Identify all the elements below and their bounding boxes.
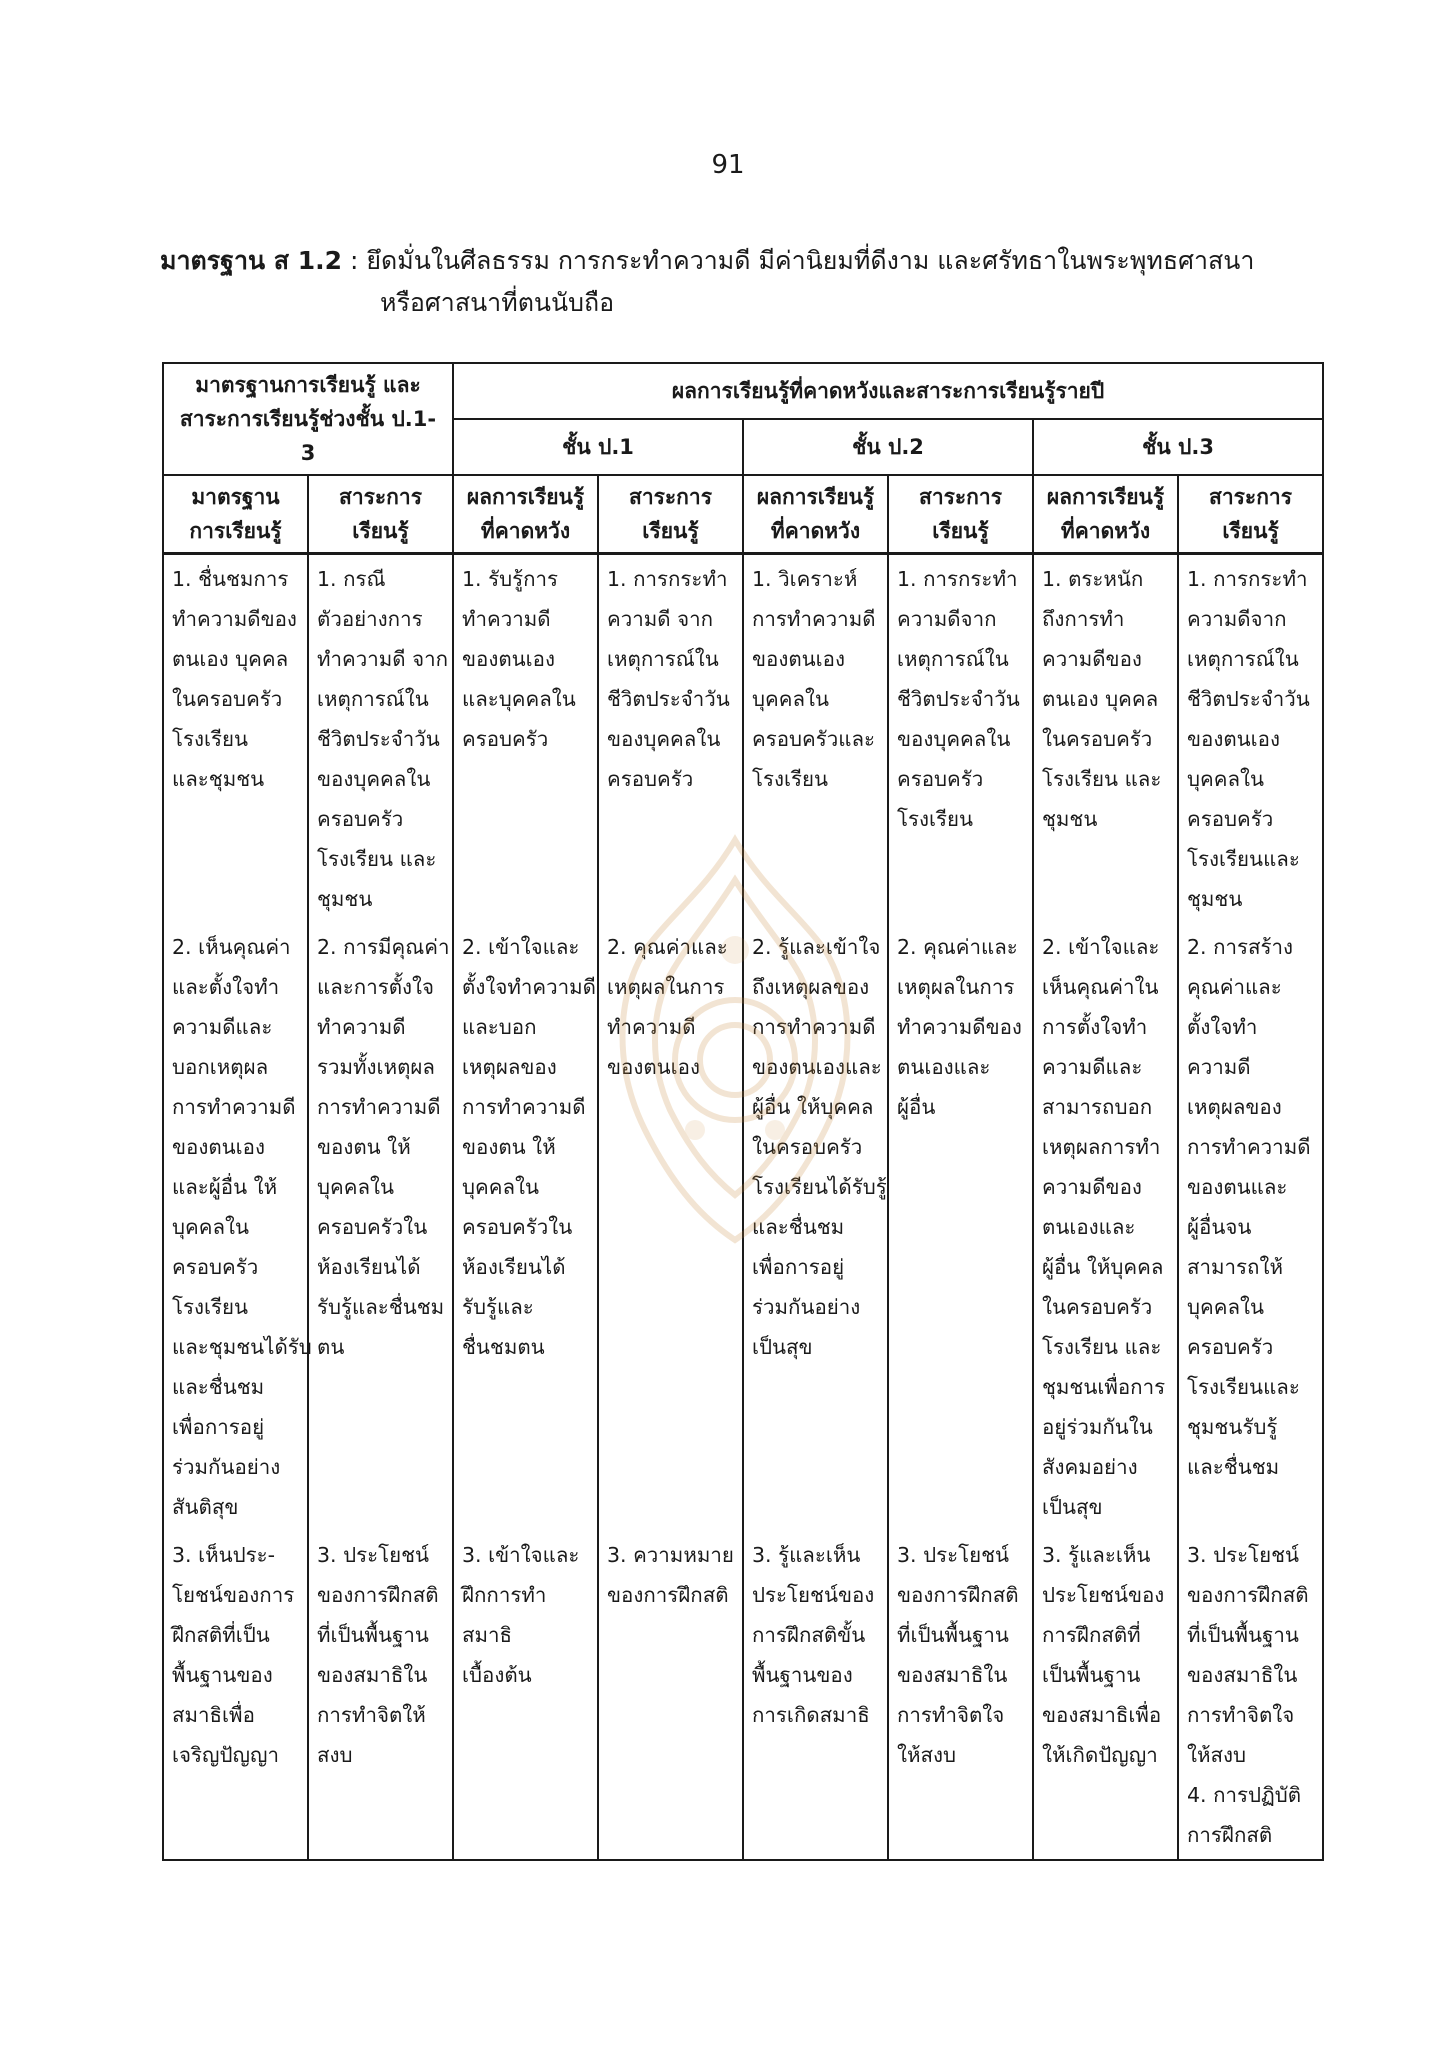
column-header-line: สาระการ bbox=[339, 485, 422, 509]
cell-text-line: ความดีจาก bbox=[897, 607, 997, 631]
cell-text-line: ตน bbox=[317, 1335, 345, 1359]
table-cell bbox=[1033, 1531, 1178, 1860]
cell-text-line: ของการฝึกสติ bbox=[897, 1583, 1019, 1607]
grade-header: ชั้น ป.2 bbox=[743, 419, 1033, 475]
cell-text-line: รับรู้และชื่นชม bbox=[317, 1295, 445, 1319]
cell-text-line: ครอบครัว bbox=[317, 807, 404, 831]
cell-text-line: 3. ประโยชน์ bbox=[897, 1543, 1010, 1567]
cell-text-line: ชุมชนเพื่อการ bbox=[1042, 1375, 1166, 1399]
column-header-line: ผลการเรียนรู้ bbox=[466, 485, 585, 509]
cell-text-line: โรงเรียน และ bbox=[1042, 1335, 1162, 1359]
cell-text-line: 2. การสร้าง bbox=[1187, 935, 1294, 959]
cell-text-line: ตนเอง บุคคล bbox=[1042, 687, 1159, 711]
table-cell bbox=[598, 923, 743, 1531]
table-cell bbox=[598, 1531, 743, 1860]
column-header bbox=[1033, 475, 1178, 554]
cell-text-line: สมาธิเพื่อ bbox=[172, 1703, 255, 1727]
cell-text-line: ห้องเรียนได้ bbox=[462, 1255, 566, 1279]
table-cell bbox=[1178, 923, 1323, 1531]
cell-text-line: เหตุการณ์ใน bbox=[897, 647, 1009, 671]
cell-text-line: คุณค่าและ bbox=[1187, 975, 1282, 999]
page-number: 91 bbox=[711, 150, 745, 180]
cell-text-line: ประโยชน์ของ bbox=[752, 1583, 875, 1607]
cell-text-line: การทำจิตใจ bbox=[1187, 1703, 1295, 1727]
cell-text-line: และบุคคลใน bbox=[462, 687, 576, 711]
cell-text-line: 1. รับรู้การ bbox=[462, 567, 559, 591]
cell-text-line: ตนเองและ bbox=[897, 1055, 991, 1079]
column-header bbox=[888, 475, 1033, 554]
cell-text-line: ให้สงบ bbox=[897, 1743, 957, 1767]
table-cell bbox=[1178, 554, 1323, 924]
cell-text-line: เป็นสุข bbox=[752, 1335, 813, 1359]
cell-text-line: บุคคลใน bbox=[1187, 767, 1265, 791]
cell-text-line: การฝึกสติขั้น bbox=[752, 1623, 866, 1647]
cell-text-line: ของตนเอง bbox=[607, 1055, 700, 1079]
cell-text-line: ความดี จาก bbox=[607, 607, 714, 631]
cell-text-line: ในครอบครัว bbox=[1042, 1295, 1153, 1319]
cell-text-line: ทำความดีของ bbox=[897, 1015, 1022, 1039]
cell-text-line: ชุมชน bbox=[317, 887, 373, 911]
standard-heading bbox=[160, 240, 1330, 324]
cell-text-line: บุคคลใน bbox=[1187, 1295, 1265, 1319]
column-header-line: เรียนรู้ bbox=[932, 519, 989, 543]
cell-text-line: ของสมาธิใน bbox=[1187, 1663, 1298, 1687]
cell-text-line: ความดีจาก bbox=[1187, 607, 1287, 631]
column-header-line: เรียนรู้ bbox=[642, 519, 699, 543]
cell-text-line: 3. เห็นประ- bbox=[172, 1543, 276, 1567]
cell-text-line: 2. คุณค่าและ bbox=[897, 935, 1018, 959]
cell-text-line: ชีวิตประจำวัน bbox=[1187, 687, 1310, 711]
table-cell bbox=[888, 923, 1033, 1531]
cell-text-line: บอกเหตุผล bbox=[172, 1055, 269, 1079]
column-header-line: เรียนรู้ bbox=[352, 519, 409, 543]
standard-separator: : bbox=[342, 246, 367, 275]
cell-text-line: 3. เข้าใจและ bbox=[462, 1543, 580, 1567]
cell-text-line: ตัวอย่างการ bbox=[317, 607, 423, 631]
cell-text-line: ครอบครัว bbox=[462, 727, 549, 751]
cell-text-line: ให้เกิดปัญญา bbox=[1042, 1743, 1158, 1767]
cell-text-line: ในครอบครัว bbox=[752, 1135, 863, 1159]
grade-header: ชั้น ป.3 bbox=[1033, 419, 1323, 475]
cell-text-line: โรงเรียน และ bbox=[317, 847, 437, 871]
cell-text-line: ความดีและ bbox=[1042, 1055, 1143, 1079]
table-cell bbox=[163, 1531, 308, 1860]
header-right: ผลการเรียนรู้ที่คาดหวังและสาระการเรียนรู้รายปี bbox=[453, 363, 1323, 419]
cell-text-line: โรงเรียนได้รับรู้ bbox=[752, 1175, 887, 1199]
cell-text-line: 1. การกระทำ bbox=[897, 567, 1018, 591]
cell-text-line: ของบุคคลใน bbox=[317, 767, 431, 791]
table-cell bbox=[1033, 923, 1178, 1531]
cell-text-line: ของตนเอง bbox=[172, 1135, 265, 1159]
cell-text-line: ประโยชน์ของ bbox=[1042, 1583, 1165, 1607]
cell-text-line: ของบุคคลใน bbox=[897, 727, 1011, 751]
cell-text-line: ครอบครัว bbox=[897, 767, 984, 791]
cell-text-line: ความดีและ bbox=[172, 1015, 273, 1039]
cell-text-line: บุคคลใน bbox=[172, 1215, 250, 1239]
cell-text-line: ของตนเอง bbox=[752, 647, 845, 671]
cell-text-line: โรงเรียน bbox=[752, 767, 829, 791]
cell-text-line: ครอบครัว bbox=[607, 767, 694, 791]
cell-text-line: ชุมชน bbox=[1042, 807, 1098, 831]
table-cell bbox=[1178, 1531, 1323, 1860]
table-cell bbox=[308, 554, 453, 924]
cell-text-line: การฝึกสติ bbox=[1187, 1823, 1273, 1847]
cell-text-line: เจริญปัญญา bbox=[172, 1743, 279, 1767]
cell-text-line: 3. ประโยชน์ bbox=[1187, 1543, 1300, 1567]
cell-text-line: ทำความดี จาก bbox=[317, 647, 449, 671]
cell-text-line: และการตั้งใจ bbox=[317, 975, 435, 999]
cell-text-line: ของสมาธิเพื่อ bbox=[1042, 1703, 1162, 1727]
cell-text-line: ชุมชนรับรู้ bbox=[1187, 1415, 1278, 1439]
cell-text-line: โรงเรียน bbox=[172, 1295, 249, 1319]
column-header-line: มาตรฐาน bbox=[191, 485, 280, 509]
column-header bbox=[598, 475, 743, 554]
cell-text-line: ตั้งใจทำ bbox=[1187, 1015, 1258, 1039]
cell-text-line: โรงเรียน bbox=[172, 727, 249, 751]
cell-text-line: เพื่อการอยู่ bbox=[752, 1255, 845, 1279]
cell-text-line: ในครอบครัว bbox=[172, 687, 283, 711]
cell-text-line: และชื่นชม bbox=[172, 1375, 265, 1399]
column-header-line: ที่คาดหวัง bbox=[770, 519, 861, 543]
table-cell bbox=[453, 1531, 598, 1860]
cell-text-line: และชื่นชม bbox=[752, 1215, 845, 1239]
cell-text-line: 1. ชื่นชมการ bbox=[172, 567, 289, 591]
cell-text-line: ชุมชน bbox=[1187, 887, 1243, 911]
cell-text-line: เห็นคุณค่าใน bbox=[1042, 975, 1159, 999]
cell-text-line: รับรู้และ bbox=[462, 1295, 534, 1319]
cell-text-line: การทำความดี bbox=[462, 1095, 586, 1119]
column-header bbox=[163, 475, 308, 554]
cell-text-line: ของตน ให้ bbox=[317, 1135, 411, 1159]
cell-text-line: ในครอบครัว bbox=[1042, 727, 1153, 751]
cell-text-line: ผู้อื่น ให้บุคคล bbox=[1042, 1255, 1164, 1279]
cell-text-line: 2. เข้าใจและ bbox=[462, 935, 580, 959]
cell-text-line: 3. รู้และเห็น bbox=[1042, 1543, 1151, 1567]
cell-text-line: 4. การปฏิบัติ bbox=[1187, 1783, 1302, 1807]
table-cell bbox=[163, 554, 308, 924]
cell-text-line: ของสมาธิใน bbox=[897, 1663, 1008, 1687]
cell-text-line: ชีวิตประจำวัน bbox=[317, 727, 440, 751]
header-left: มาตรฐานการเรียนรู้ และ สาระการเรียนรู้ช่วงชั้น ป.1-3 bbox=[163, 363, 453, 475]
table-row bbox=[163, 554, 1323, 924]
cell-text-line: ตนเองและ bbox=[1042, 1215, 1136, 1239]
cell-text-line: ฝึกการทำ bbox=[462, 1583, 547, 1607]
column-header-line: สาระการ bbox=[919, 485, 1002, 509]
cell-text-line: การทำความดี bbox=[752, 607, 876, 631]
cell-text-line: ครอบครัวและ bbox=[752, 727, 876, 751]
cell-text-line: ของการฝึกสติ bbox=[1187, 1583, 1309, 1607]
cell-text-line: โยชน์ของการ bbox=[172, 1583, 295, 1607]
table-cell bbox=[598, 554, 743, 924]
curriculum-table bbox=[162, 362, 1324, 1861]
cell-text-line: ให้สงบ bbox=[1187, 1743, 1247, 1767]
table-cell bbox=[453, 923, 598, 1531]
cell-text-line: และชื่นชม bbox=[1187, 1455, 1280, 1479]
cell-text-line: ของตน ให้ bbox=[462, 1135, 556, 1159]
cell-text-line: รวมทั้งเหตุผล bbox=[317, 1055, 435, 1079]
table-cell bbox=[163, 923, 312, 1531]
cell-text-line: ครอบครัวใน bbox=[317, 1215, 428, 1239]
cell-text-line: การฝึกสติที่ bbox=[1042, 1623, 1141, 1647]
cell-text-line: เหตุผลการทำ bbox=[1042, 1135, 1161, 1159]
cell-text-line: บุคคลใน bbox=[752, 687, 830, 711]
cell-text-line: และชุมชน bbox=[172, 767, 265, 791]
cell-text-line: ผู้อื่น bbox=[897, 1095, 936, 1119]
cell-text-line: และบอก bbox=[462, 1015, 537, 1039]
cell-text-line: เหตุผลในการ bbox=[607, 975, 725, 999]
cell-text-line: โรงเรียนและ bbox=[1187, 847, 1300, 871]
cell-text-line: ครอบครัว bbox=[172, 1255, 259, 1279]
cell-text-line: เหตุการณ์ใน bbox=[607, 647, 719, 671]
cell-text-line: ผู้อื่นจน bbox=[1187, 1215, 1252, 1239]
cell-text-line: การทำความดี bbox=[1187, 1135, 1311, 1159]
cell-text-line: สันติสุข bbox=[172, 1495, 239, 1519]
table-cell bbox=[308, 1531, 453, 1860]
cell-text-line: 1. กรณี bbox=[317, 567, 386, 591]
cell-text-line: 3. ประโยชน์ bbox=[317, 1543, 430, 1567]
table-cell bbox=[888, 1531, 1033, 1860]
column-header-line: เรียนรู้ bbox=[1222, 519, 1279, 543]
cell-text-line: 2. เข้าใจและ bbox=[1042, 935, 1160, 959]
cell-text-line: 3. รู้และเห็น bbox=[752, 1543, 861, 1567]
column-header bbox=[743, 475, 888, 554]
cell-text-line: เหตุการณ์ใน bbox=[317, 687, 429, 711]
cell-text-line: เหตุผลในการ bbox=[897, 975, 1015, 999]
standard-text-line1: ยึดมั่นในศีลธรรม การกระทำความดี มีค่านิยมที่ดีงาม และศรัทธาในพระพุทธศาสนา bbox=[366, 246, 1255, 275]
cell-text-line: การเกิดสมาธิ bbox=[752, 1703, 870, 1727]
table-cell bbox=[453, 554, 598, 924]
cell-text-line: ของตนเอง bbox=[1187, 727, 1280, 751]
cell-text-line: การทำจิตให้ bbox=[317, 1703, 426, 1727]
cell-text-line: สังคมอย่าง bbox=[1042, 1455, 1138, 1479]
cell-text-line: ถึงการทำ bbox=[1042, 607, 1125, 631]
cell-text-line: 2. การมีคุณค่า bbox=[317, 935, 450, 959]
cell-text-line: เป็นสุข bbox=[1042, 1495, 1103, 1519]
cell-text-line: โรงเรียน bbox=[897, 807, 974, 831]
cell-text-line: เบื้องต้น bbox=[462, 1663, 532, 1687]
table-cell bbox=[308, 923, 453, 1531]
table-row bbox=[163, 1531, 1323, 1860]
cell-text-line: อยู่ร่วมกันใน bbox=[1042, 1415, 1153, 1439]
standard-label: มาตรฐาน ส 1.2 bbox=[160, 246, 343, 275]
cell-text-line: ร่วมกันอย่าง bbox=[172, 1455, 281, 1479]
column-header-line: ที่คาดหวัง bbox=[1060, 519, 1151, 543]
cell-text-line: ที่เป็นพื้นฐาน bbox=[897, 1623, 1009, 1647]
cell-text-line: ทำความดี bbox=[607, 1015, 696, 1039]
column-header-line: สาระการ bbox=[629, 485, 712, 509]
cell-text-line: ครอบครัวใน bbox=[462, 1215, 573, 1239]
cell-text-line: เหตุการณ์ใน bbox=[1187, 647, 1299, 671]
cell-text-line: ทำความดีของ bbox=[172, 607, 297, 631]
cell-text-line: 1. ตระหนัก bbox=[1042, 567, 1144, 591]
cell-text-line: และผู้อื่น ให้ bbox=[172, 1175, 278, 1199]
table-cell bbox=[743, 1531, 888, 1860]
cell-text-line: และชุมชนได้รับ bbox=[172, 1335, 312, 1359]
cell-text-line: บุคคลใน bbox=[462, 1175, 540, 1199]
cell-text-line: ของตนเองและ bbox=[752, 1055, 882, 1079]
cell-text-line: เหตุผลของ bbox=[462, 1055, 557, 1079]
cell-text-line: ที่เป็นพื้นฐาน bbox=[317, 1623, 429, 1647]
cell-text-line: สงบ bbox=[317, 1743, 353, 1767]
cell-text-line: 2. คุณค่าและ bbox=[607, 935, 728, 959]
cell-text-line: 1. วิเคราะห์ bbox=[752, 567, 858, 591]
cell-text-line: และตั้งใจทำ bbox=[172, 975, 280, 999]
cell-text-line: ถึงเหตุผลของ bbox=[752, 975, 870, 999]
cell-text-line: บุคคลใน bbox=[317, 1175, 395, 1199]
cell-text-line: ผู้อื่น ให้บุคคล bbox=[752, 1095, 874, 1119]
table-row bbox=[163, 923, 1323, 1531]
cell-text-line: ครอบครัว bbox=[1187, 807, 1274, 831]
table-cell bbox=[743, 923, 888, 1531]
column-header bbox=[1178, 475, 1323, 554]
cell-text-line: โรงเรียนและ bbox=[1187, 1375, 1300, 1399]
standard-text-line2: หรือศาสนาที่ตนนับถือ bbox=[380, 288, 615, 317]
cell-text-line: เพื่อการอยู่ bbox=[172, 1415, 265, 1439]
cell-text-line: การทำความดี bbox=[317, 1095, 441, 1119]
grade-header: ชั้น ป.1 bbox=[453, 419, 743, 475]
cell-text-line: ความดีของ bbox=[1042, 1175, 1142, 1199]
column-header-line: ที่คาดหวัง bbox=[480, 519, 571, 543]
cell-text-line: ตนเอง บุคคล bbox=[172, 647, 289, 671]
cell-text-line: ครอบครัว bbox=[1187, 1335, 1274, 1359]
cell-text-line: สามารถให้ bbox=[1187, 1255, 1283, 1279]
cell-text-line: 2. รู้และเข้าใจ bbox=[752, 935, 881, 959]
cell-text-line: ของสมาธิใน bbox=[317, 1663, 428, 1687]
cell-text-line: พื้นฐานของ bbox=[172, 1663, 273, 1687]
column-header-line: ผลการเรียนรู้ bbox=[1046, 485, 1165, 509]
column-header bbox=[453, 475, 598, 554]
cell-text-line: ทำความดี bbox=[462, 607, 551, 631]
cell-text-line: ชีวิตประจำวัน bbox=[607, 687, 730, 711]
table-cell bbox=[1033, 554, 1178, 924]
cell-text-line: 2. เห็นคุณค่า bbox=[172, 935, 291, 959]
cell-text-line: ของตนเอง bbox=[462, 647, 555, 671]
table-cell bbox=[888, 554, 1033, 924]
cell-text-line: ชื่นชมตน bbox=[462, 1335, 545, 1359]
cell-text-line: ตั้งใจทำความดี bbox=[462, 975, 596, 999]
cell-text-line: ของตนและ bbox=[1187, 1175, 1288, 1199]
cell-text-line: ร่วมกันอย่าง bbox=[752, 1295, 861, 1319]
cell-text-line: ที่เป็นพื้นฐาน bbox=[1187, 1623, 1299, 1647]
cell-text-line: 1. การกระทำ bbox=[1187, 567, 1308, 591]
cell-text-line: ของบุคคลใน bbox=[607, 727, 721, 751]
cell-text-line: พื้นฐานของ bbox=[752, 1663, 853, 1687]
cell-text-line: การตั้งใจทำ bbox=[1042, 1015, 1148, 1039]
cell-text-line: ชีวิตประจำวัน bbox=[897, 687, 1020, 711]
column-header-line: การเรียนรู้ bbox=[189, 519, 282, 543]
cell-text-line: ของการฝึกสติ bbox=[607, 1583, 729, 1607]
cell-text-line: การทำจิตใจ bbox=[897, 1703, 1005, 1727]
cell-text-line: ความดี bbox=[1187, 1055, 1251, 1079]
cell-text-line: ทำความดี bbox=[317, 1015, 406, 1039]
table-cell bbox=[743, 554, 888, 924]
cell-text-line: สามารถบอก bbox=[1042, 1095, 1153, 1119]
cell-text-line: การทำความดี bbox=[752, 1015, 876, 1039]
cell-text-line: โรงเรียน และ bbox=[1042, 767, 1162, 791]
cell-text-line: เหตุผลของ bbox=[1187, 1095, 1282, 1119]
cell-text-line: 1. การกระทำ bbox=[607, 567, 728, 591]
column-header-line: ผลการเรียนรู้ bbox=[756, 485, 875, 509]
cell-text-line: ความดีของ bbox=[1042, 647, 1142, 671]
column-header-line: สาระการ bbox=[1209, 485, 1293, 509]
cell-text-line: 3. ความหมาย bbox=[607, 1543, 734, 1567]
cell-text-line: ของการฝึกสติ bbox=[317, 1583, 439, 1607]
cell-text-line: ห้องเรียนได้ bbox=[317, 1255, 421, 1279]
cell-text-line: ฝึกสติที่เป็น bbox=[172, 1623, 270, 1647]
cell-text-line: เป็นพื้นฐาน bbox=[1042, 1663, 1141, 1687]
cell-text-line: การทำความดี bbox=[172, 1095, 296, 1119]
cell-text-line: สมาธิ bbox=[462, 1623, 513, 1647]
column-header bbox=[308, 475, 453, 554]
